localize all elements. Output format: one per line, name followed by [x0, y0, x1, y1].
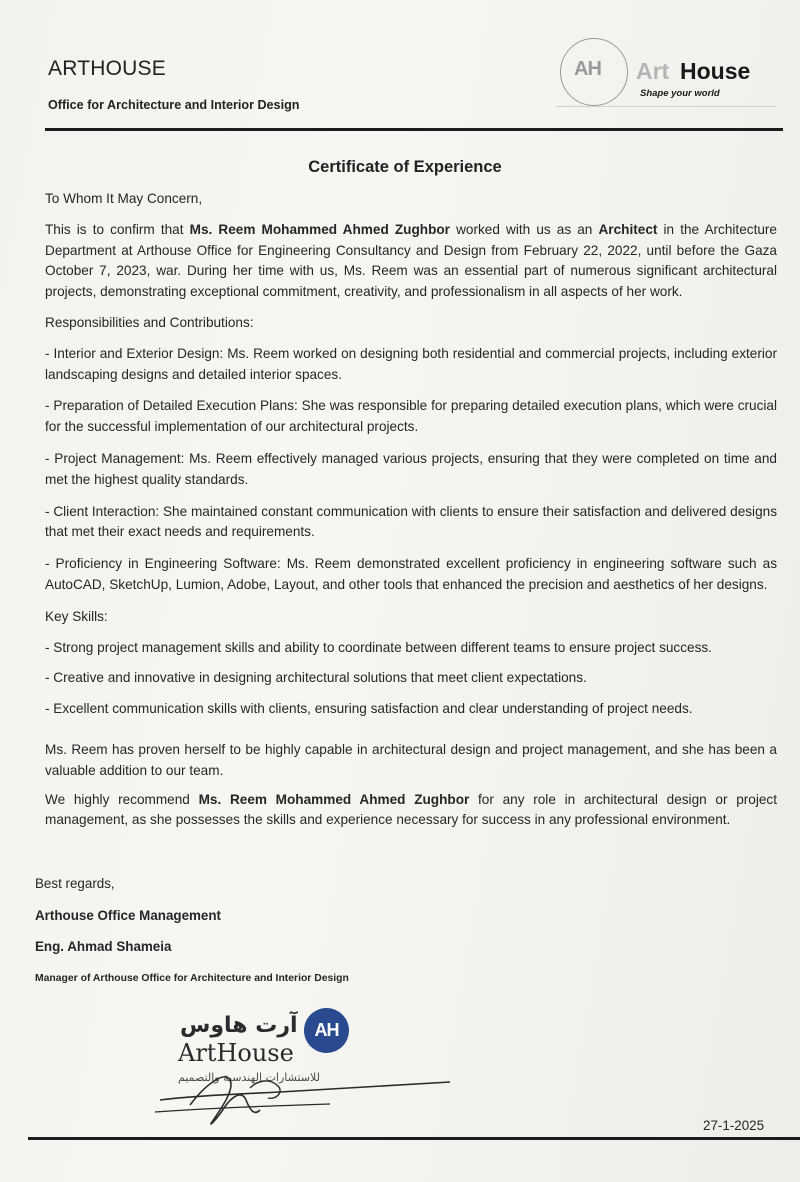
closing-paragraph: Ms. Reem has proven herself to be highly capable in architectural design and project management, and she has been a valuable addition to our team.	[45, 741, 777, 778]
intro-text-3: in the Architecture Department at Arthouse Office for Engineering Consultancy and Design from February 22, 2022, until before the Gaza October 7, 2023, war. During her time with us, Ms. Reem was an essential part of numerous significant architectural projects, demonstrating exceptional commitment, creativity, and professionalism in all aspects of her work.	[45, 221, 777, 300]
stamp-latin-name: ArtHouse	[178, 1039, 294, 1067]
responsibility-item: - Client Interaction: She maintained constant communication with clients to ensure their satisfaction and delivered designs that met their exact needs and requirements.	[45, 503, 777, 540]
office-subtitle: Office for Architecture and Interior Design	[48, 98, 300, 112]
employee-name: Ms. Reem Mohammed Ahmed Zughbor	[189, 221, 450, 237]
responsibilities-heading: Responsibilities and Contributions:	[45, 314, 254, 330]
logo-underline	[556, 106, 776, 107]
stamp-arabic-name: آرت هاوس	[180, 1013, 298, 1038]
signatory-role: Manager of Arthouse Office for Architecture and Interior Design	[35, 973, 349, 984]
responsibility-item: - Proficiency in Engineering Software: Ms. Reem demonstrated excellent proficiency in engineering software such as AutoCAD, SketchUp, Lumion, Adobe, Layout, and other tools that enhanced the precision and aesthetics of her designs.	[45, 556, 777, 592]
recommend-text-2: for any role in architectural design or project management, as she possesses the skills and experience necessary for success in any professional environment.	[45, 791, 778, 828]
recommendation-paragraph	[45, 790, 777, 832]
header-divider	[45, 128, 783, 131]
handwritten-signature	[150, 1050, 460, 1135]
responsibility-item: - Preparation of Detailed Execution Plans: She was responsible for preparing detailed execution plans, which were crucial for the successful implementation of our architectural projects.	[45, 398, 777, 435]
footer-divider	[28, 1137, 800, 1140]
skill-item: - Creative and innovative in designing architectural solutions that meet client expectations.	[45, 670, 587, 686]
letter-body	[45, 189, 777, 839]
company-name: ARTHOUSE	[48, 57, 166, 80]
document-date: 27-1-2025	[703, 1118, 765, 1133]
employee-role: Architect	[598, 221, 658, 237]
signatory-office: Arthouse Office Management	[35, 908, 222, 923]
logo-monogram: AH	[574, 58, 601, 80]
recommended-name: Ms. Reem Mohammed Ahmed Zughbor	[198, 791, 470, 807]
skill-item: - Excellent communication skills with clients, ensuring satisfaction and clear understanding of project needs.	[45, 701, 693, 717]
arthouse-logo	[556, 38, 776, 118]
stamp-arabic-subtitle: للاستشارات الهندسية والتصميم	[178, 1071, 320, 1084]
intro-text-1: This is to confirm that	[45, 221, 190, 237]
logo-tagline: Shape your world	[640, 88, 720, 99]
skill-item: - Strong project management skills and ability to coordinate between different teams to ensure project success.	[45, 639, 712, 655]
intro-paragraph	[45, 220, 777, 303]
intro-text-2: worked with us as an	[449, 221, 599, 237]
logo-house-text: House	[680, 58, 751, 84]
sign-off: Best regards,	[35, 876, 115, 891]
recommend-text-1: We highly recommend	[45, 791, 199, 807]
signatory-name: Eng. Ahmad Shameia	[35, 939, 172, 954]
logo-art-text: Art	[636, 58, 670, 84]
skills-heading: Key Skills:	[45, 608, 108, 624]
document-title: Certificate of Experience	[308, 158, 502, 176]
greeting: To Whom It May Concern,	[45, 191, 203, 206]
responsibility-item: - Interior and Exterior Design: Ms. Reem worked on designing both residential and commercial projects, including exterior landscaping designs and detailed interior spaces.	[45, 345, 777, 382]
stamp-monogram: AH	[304, 1008, 349, 1053]
responsibility-item: - Project Management: Ms. Reem effectively managed various projects, ensuring that they were completed on time and met the highest quality standards.	[45, 450, 777, 487]
